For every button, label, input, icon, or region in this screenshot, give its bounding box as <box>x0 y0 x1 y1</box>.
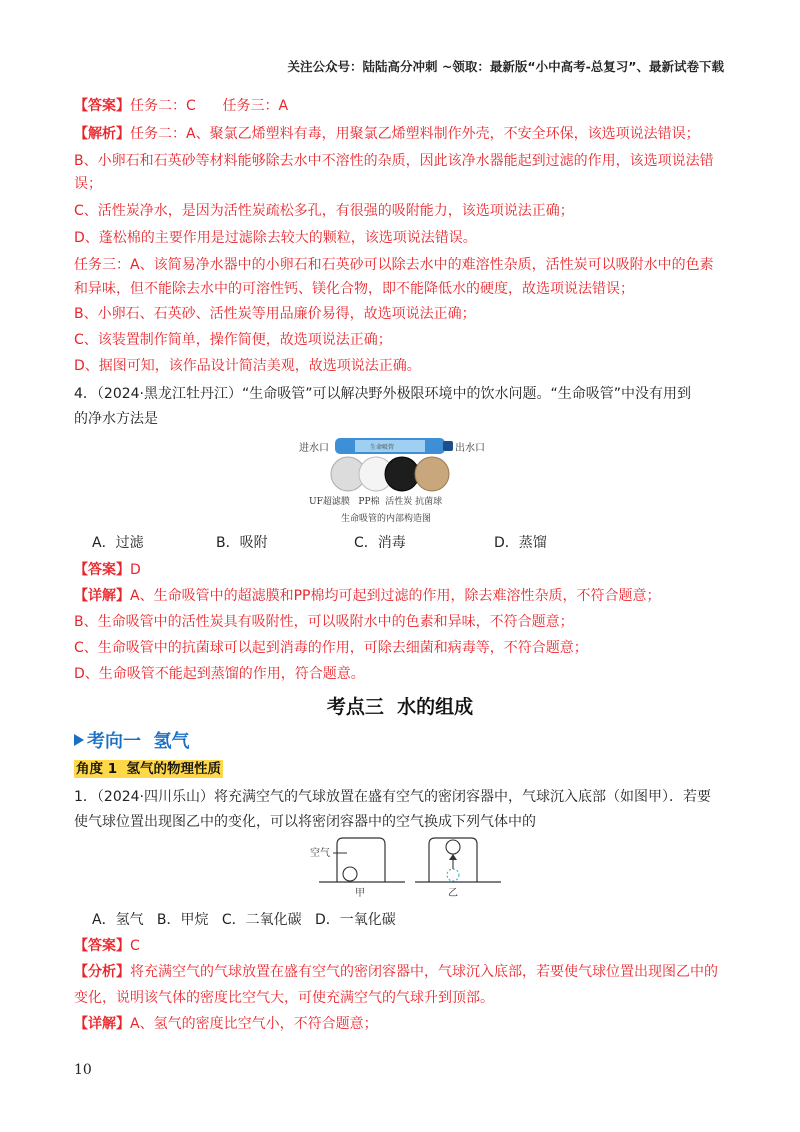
label-jia: 甲 <box>355 888 365 899</box>
q4-option-d: D．蒸馏 <box>494 535 547 551</box>
activated-carbon-sample <box>385 457 419 491</box>
antibacterial-ball-sample <box>415 457 449 491</box>
answer-label: 【答案】 <box>74 98 130 114</box>
air-label: 空气 <box>310 848 330 859</box>
kaoxiang-heading <box>74 727 190 753</box>
analysis-line-3: 误； <box>74 176 102 192</box>
q4-stem-2: 的净水方法是 <box>74 411 158 427</box>
answer-label: 【答案】 <box>74 938 130 954</box>
q1-stem-2: 使气球位置出现图乙中的变化，可以将密闭容器中的空气换成下列气体中的 <box>74 814 536 830</box>
q4-answer-line <box>74 560 734 580</box>
straw-label: 生命吸管 <box>370 444 395 451</box>
detail-label: 【详解】 <box>74 1016 130 1032</box>
analysis-line-4: C、活性炭净水，是因为活性炭疏松多孔，有很强的吸附能力，该选项说法正确； <box>74 203 574 219</box>
analysis-line-8: B、小卵石、石英砂、活性炭等用品廉价易得，故选项说法正确； <box>74 306 476 322</box>
balloon-jia <box>343 867 357 881</box>
q1-stem-1: 1．（2024·四川乐山）将充满空气的气球放置在盛有空气的密闭容器中，气球沉入底部（如图甲）．若要 <box>74 789 711 805</box>
triangle-icon <box>74 734 84 746</box>
q4-option-b: B．吸附 <box>216 535 268 551</box>
section-title: 考点三 水的组成 <box>326 696 474 718</box>
q1-analysis-1 <box>74 962 734 982</box>
q1-detail-1 <box>74 1014 734 1034</box>
detail-text: A、生命吸管中的超滤膜和PP棉均可起到过滤的作用，除去难溶性杂质，不符合题意； <box>130 588 661 604</box>
balloon-figure <box>305 832 505 902</box>
answer-line <box>74 96 734 116</box>
answer-text: 任务二：C 任务三：A <box>130 98 289 114</box>
q1-options: A．氢气 B．甲烷 C．二氧化碳 D．一氧化碳 <box>92 912 396 928</box>
analysis-line-6: 任务三：A、该简易净水器中的小卵石和石英砂可以除去水中的难溶性杂质，活性炭可以吸附水中的色素 <box>74 257 714 273</box>
analysis-text: 任务二：A、聚氯乙烯塑料有毒，用聚氯乙烯塑料制作外壳，不安全环保，该选项说法错误； <box>130 126 700 142</box>
arrow-head-icon <box>449 854 457 860</box>
figure-caption: 生命吸管的内部构造图 <box>341 514 432 524</box>
label-yi: 乙 <box>448 888 458 899</box>
analysis-line-7: 和异味，但不能除去水中的可溶性钙、镁化合物，即不能降低水的硬度，故选项说法错误； <box>74 281 634 297</box>
kaoxiang-text: 考向一 氢气 <box>87 731 190 752</box>
q4-option-a: A．过滤 <box>92 535 144 551</box>
q4-stem-1: 4．（2024·黑龙江牡丹江）“生命吸管”可以解决野外极限环境中的饮水问题。“生命吸管”中没有用到 <box>74 386 691 402</box>
answer-text: C <box>130 938 140 954</box>
page-header: 关注公众号：陆陆高分冲刺 ~领取：最新版“小中高考-总复习”、最新试卷下载 <box>287 59 724 74</box>
analysis-label: 【解析】 <box>74 126 130 142</box>
q1-answer-line <box>74 936 734 956</box>
analysis-line-10: D、据图可知，该作品设计简洁美观，故选项说法正确。 <box>74 358 421 374</box>
analysis-text: 将充满空气的气球放置在盛有空气的密闭容器中，气球沉入底部，若要使气球位置出现图乙中的 <box>130 964 718 980</box>
detail-text: A、氢气的密度比空气小，不符合题意； <box>130 1016 378 1032</box>
q4-detail-2: B、生命吸管中的活性炭具有吸附性，可以吸附水中的色素和异味，不符合题意； <box>74 614 574 630</box>
analysis-label: 【分析】 <box>74 964 130 980</box>
detail-label: 【详解】 <box>74 588 130 604</box>
straw-cap <box>443 441 453 451</box>
page-number: 10 <box>74 1062 92 1078</box>
analysis-line-9: C、该装置制作简单，操作简便，故选项说法正确； <box>74 332 392 348</box>
analysis-line-5: D、蓬松棉的主要作用是过滤除去较大的颗粒，该选项说法错误。 <box>74 230 477 246</box>
q4-option-c: C．消毒 <box>354 535 406 551</box>
q4-detail-3: C、生命吸管中的抗菌球可以起到消毒的作用，可除去细菌和病毒等，不符合题意； <box>74 640 588 656</box>
balloon-yi-bottom <box>447 869 459 881</box>
layer-labels: UF超滤膜 PP棉 活性炭 抗菌球 <box>309 497 443 507</box>
inlet-label: 进水口 <box>299 443 329 454</box>
answer-label: 【答案】 <box>74 562 130 578</box>
jiaodu-heading: 角度 1 氢气的物理性质 <box>76 761 221 777</box>
q4-options <box>92 533 752 553</box>
answer-text: D <box>130 562 141 578</box>
analysis-line-1 <box>74 124 734 144</box>
q1-analysis-2: 变化，说明该气体的密度比空气大，可使充满空气的气球升到顶部。 <box>74 990 494 1006</box>
balloon-yi-top <box>446 840 460 854</box>
life-straw-figure <box>295 432 495 527</box>
outlet-label: 出水口 <box>455 443 485 454</box>
analysis-line-2: B、小卵石和石英砂等材料能够除去水中不溶性的杂质，因此该净水器能起到过滤的作用，该选项说法错 <box>74 153 714 169</box>
q4-detail-4: D、生命吸管不能起到蒸馏的作用，符合题意。 <box>74 666 365 682</box>
q4-detail-1 <box>74 586 734 606</box>
